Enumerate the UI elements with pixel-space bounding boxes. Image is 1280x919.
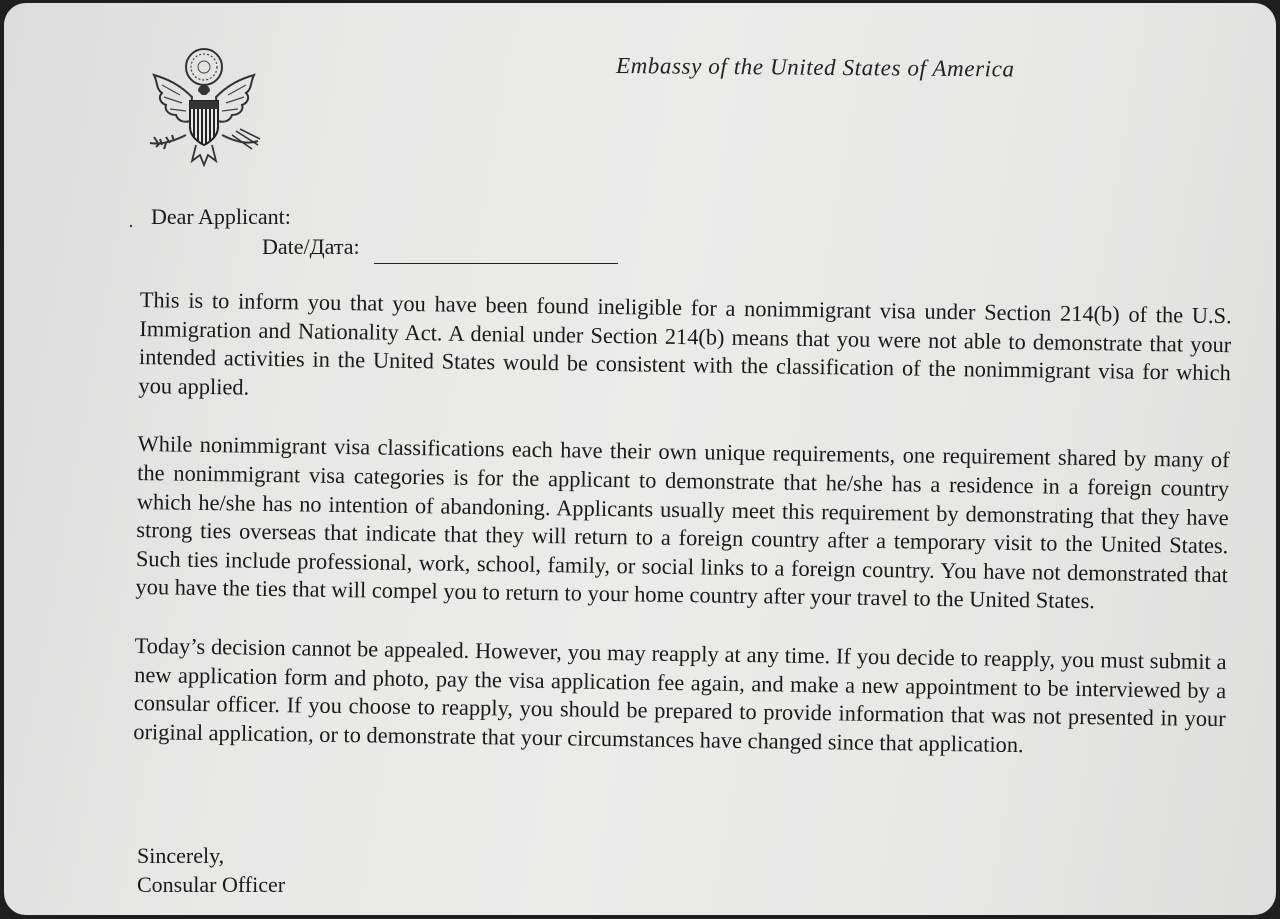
paragraph-requirements: While nonimmigrant visa classifications each have their own unique requirements, one requirement shared by many of the nonimmigrant visa categories is for the applicant to demonstrate that he/she has a residence in a foreign country which he/she has no intention of abandoning. Applicants usually meet this requirement by demonstrating that they have strong ties overseas that indicate that they will return to a foreign country after a temporary visit to the United States. Such ties include professional, work, school, family, or social links to a foreign country. You have not demonstrated that you have the ties that will compel you to return to your home country after your travel to the United States. xyxy=(135,431,1230,614)
paragraph-ineligibility: This is to inform you that you have been found ineligible for a nonimmigrant visa under Section 214(b) of the U.S. Immigration and Nationality Act. A denial under Section 214(b) means that you were not able to demonstrate that your intended activities in the United States would be consistent with the classification of the nonimmigrant visa for which you applied. xyxy=(138,286,1232,400)
signature-title: Consular Officer xyxy=(137,872,286,897)
letter-page xyxy=(4,3,1276,915)
closing-sincerely: Sincerely, xyxy=(137,843,225,868)
paragraph-reapply: Today’s decision cannot be appealed. However, you may reapply at any time. If you decide to reapply, you must submit a new application form and photo, pay the visa application fee again, and make a new appointment to be interviewed by a consular officer. If you choose to reapply, you should be prepared to provide information that was not presented in your original application, or to demonstrate that your circumstances have changed since that application. xyxy=(133,632,1227,757)
date-blank-line xyxy=(374,263,618,264)
salutation: Dear Applicant: xyxy=(151,204,291,229)
date-label: Date/Дата: xyxy=(262,234,360,259)
great-seal-eagle-icon xyxy=(140,45,264,173)
closing-block xyxy=(137,841,285,899)
embassy-heading: Embassy of the United States of America xyxy=(615,53,1015,82)
stray-mark: · xyxy=(128,216,134,236)
letter-body xyxy=(133,286,1232,792)
